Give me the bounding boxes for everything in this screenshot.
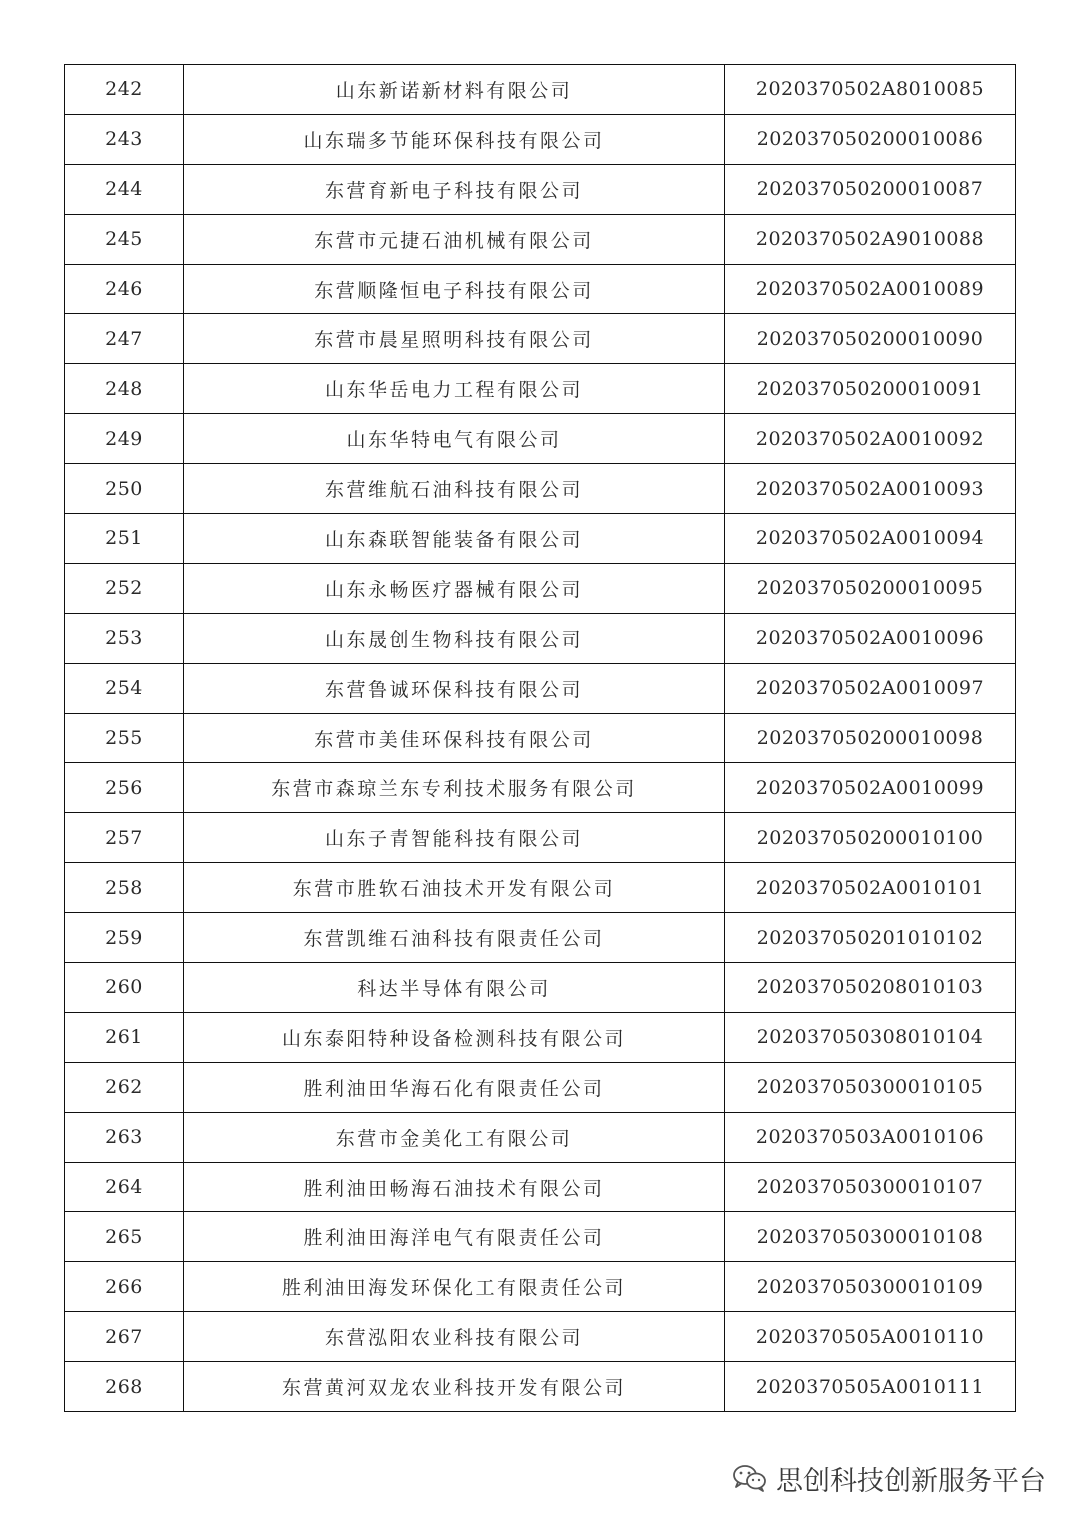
row-number: 264 [65,1162,184,1212]
registration-code: 2020370502A0010097 [725,663,1016,713]
registration-code: 202037050300010109 [725,1262,1016,1312]
table-row [65,164,1016,214]
table-row [65,65,1016,115]
registration-code: 202037050200010091 [725,364,1016,414]
table-row [65,663,1016,713]
table-row [65,514,1016,564]
company-name: 山东晟创生物科技有限公司 [184,613,725,663]
row-number: 247 [65,314,184,364]
registration-code: 2020370502A9010088 [725,214,1016,264]
table-row [65,1112,1016,1162]
row-number: 251 [65,514,184,564]
row-number: 265 [65,1212,184,1262]
registration-code: 202037050200010095 [725,563,1016,613]
company-name: 东营育新电子科技有限公司 [184,164,725,214]
row-number: 267 [65,1312,184,1362]
company-name: 东营市美佳环保科技有限公司 [184,713,725,763]
company-name: 东营黄河双龙农业科技开发有限公司 [184,1362,725,1412]
table-row [65,613,1016,663]
company-name: 胜利油田华海石化有限责任公司 [184,1062,725,1112]
row-number: 246 [65,264,184,314]
row-number: 253 [65,613,184,663]
registration-code: 2020370502A0010092 [725,414,1016,464]
company-name: 东营市森琼兰东专利技术服务有限公司 [184,763,725,813]
table-row [65,114,1016,164]
company-name: 山东子青智能科技有限公司 [184,813,725,863]
row-number: 248 [65,364,184,414]
table-row [65,414,1016,464]
row-number: 261 [65,1012,184,1062]
table-row [65,563,1016,613]
table-body [65,65,1016,1412]
row-number: 268 [65,1362,184,1412]
table-row [65,963,1016,1013]
registration-code: 2020370503A0010106 [725,1112,1016,1162]
company-name: 山东新诺新材料有限公司 [184,65,725,115]
registration-code: 2020370502A0010101 [725,863,1016,913]
company-name: 科达半导体有限公司 [184,963,725,1013]
company-name: 山东华岳电力工程有限公司 [184,364,725,414]
table-row [65,763,1016,813]
company-name: 东营市晨星照明科技有限公司 [184,314,725,364]
table-row [65,1062,1016,1112]
row-number: 263 [65,1112,184,1162]
enterprise-table [64,64,1016,1412]
row-number: 249 [65,414,184,464]
row-number: 252 [65,563,184,613]
table-row [65,1362,1016,1412]
company-name: 东营维航石油科技有限公司 [184,464,725,514]
registration-code: 202037050300010105 [725,1062,1016,1112]
registration-code: 202037050308010104 [725,1012,1016,1062]
registration-code: 2020370502A0010094 [725,514,1016,564]
row-number: 254 [65,663,184,713]
table-row [65,913,1016,963]
table-row [65,1262,1016,1312]
row-number: 260 [65,963,184,1013]
row-number: 262 [65,1062,184,1112]
row-number: 257 [65,813,184,863]
table-row [65,264,1016,314]
registration-code: 202037050200010086 [725,114,1016,164]
company-name: 东营市胜软石油技术开发有限公司 [184,863,725,913]
row-number: 244 [65,164,184,214]
registration-code: 2020370502A0010093 [725,464,1016,514]
company-name: 东营顺隆恒电子科技有限公司 [184,264,725,314]
company-name: 东营市金美化工有限公司 [184,1112,725,1162]
row-number: 266 [65,1262,184,1312]
registration-code: 202037050201010102 [725,913,1016,963]
wechat-icon [732,1463,768,1493]
registration-code: 2020370502A0010099 [725,763,1016,813]
company-name: 东营鲁诚环保科技有限公司 [184,663,725,713]
row-number: 243 [65,114,184,164]
company-name: 东营市元捷石油机械有限公司 [184,214,725,264]
company-name: 胜利油田畅海石油技术有限公司 [184,1162,725,1212]
watermark-text: 思创科技创新服务平台 [776,1465,1046,1497]
registration-code: 202037050208010103 [725,963,1016,1013]
company-name: 东营泓阳农业科技有限公司 [184,1312,725,1362]
row-number: 259 [65,913,184,963]
registration-code: 2020370502A8010085 [725,65,1016,115]
row-number: 245 [65,214,184,264]
table-row [65,713,1016,763]
table-row [65,1012,1016,1062]
row-number: 242 [65,65,184,115]
table-row [65,1162,1016,1212]
company-name: 东营凯维石油科技有限责任公司 [184,913,725,963]
registration-code: 2020370505A0010111 [725,1362,1016,1412]
table-row [65,364,1016,414]
row-number: 250 [65,464,184,514]
registration-code: 2020370505A0010110 [725,1312,1016,1362]
registration-code: 202037050200010090 [725,314,1016,364]
company-name: 山东永畅医疗器械有限公司 [184,563,725,613]
registration-code: 202037050300010107 [725,1162,1016,1212]
table-row [65,863,1016,913]
row-number: 255 [65,713,184,763]
registration-code: 2020370502A0010089 [725,264,1016,314]
company-name: 山东华特电气有限公司 [184,414,725,464]
company-name: 胜利油田海洋电气有限责任公司 [184,1212,725,1262]
table-row [65,214,1016,264]
row-number: 258 [65,863,184,913]
registration-code: 202037050200010098 [725,713,1016,763]
registration-code: 202037050200010087 [725,164,1016,214]
company-name: 山东泰阳特种设备检测科技有限公司 [184,1012,725,1062]
table-row [65,464,1016,514]
company-name: 山东森联智能装备有限公司 [184,514,725,564]
row-number: 256 [65,763,184,813]
registration-code: 202037050300010108 [725,1212,1016,1262]
table-row [65,314,1016,364]
table-row [65,1312,1016,1362]
registration-code: 2020370502A0010096 [725,613,1016,663]
table-row [65,1212,1016,1262]
table-row [65,813,1016,863]
watermark [732,1458,1046,1498]
registration-code: 202037050200010100 [725,813,1016,863]
company-name: 山东瑞多节能环保科技有限公司 [184,114,725,164]
company-name: 胜利油田海发环保化工有限责任公司 [184,1262,725,1312]
